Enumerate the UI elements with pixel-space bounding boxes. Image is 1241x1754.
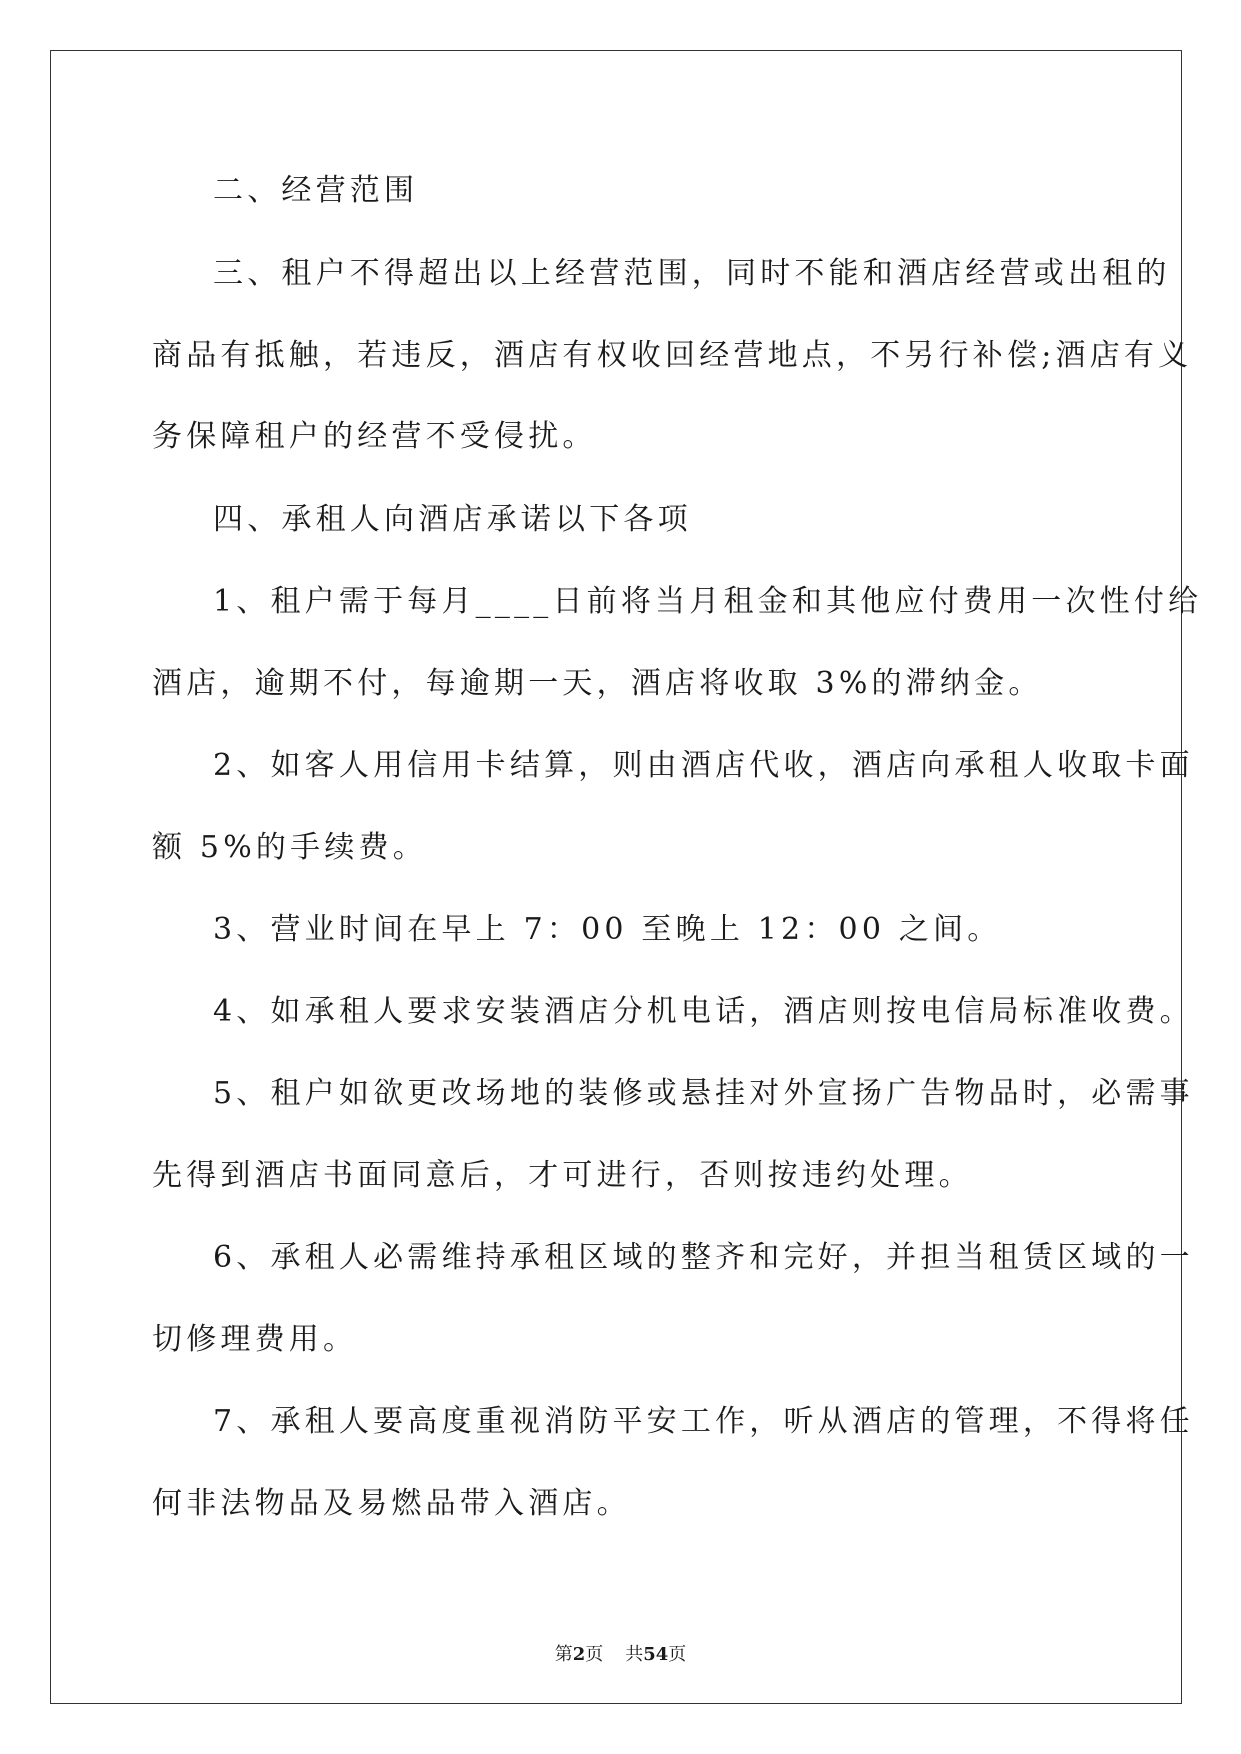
- paragraph-line: 先得到酒店书面同意后，才可进行，否则按违约处理。: [152, 1158, 973, 1193]
- total-suffix: 页: [668, 1644, 687, 1665]
- paragraph-line: 1、租户需于每月____日前将当月租金和其他应付费用一次性付给: [213, 584, 1203, 619]
- paragraph-line: 切修理费用。: [152, 1322, 358, 1357]
- paragraph-line: 务保障租户的经营不受侵扰。: [152, 419, 597, 454]
- paragraph-line: 5、租户如欲更改场地的装修或悬挂对外宣扬广告物品时，必需事: [213, 1076, 1194, 1111]
- page-footer: [0, 1643, 1241, 1667]
- paragraph-line: 三、租户不得超出以上经营范围，同时不能和酒店经营或出租的: [213, 256, 1171, 291]
- paragraph-line: 酒店，逾期不付，每逾期一天，酒店将收取 3%的滞纳金。: [152, 666, 1043, 701]
- page-prefix: 第: [554, 1644, 573, 1665]
- paragraph-line: 2、如客人用信用卡结算，则由酒店代收，酒店向承租人收取卡面: [213, 748, 1194, 783]
- section-heading-2: 二、经营范围: [213, 173, 419, 208]
- page-current: 2: [572, 1644, 586, 1665]
- paragraph-line: 商品有抵触，若违反，酒店有权收回经营地点，不另行补偿;酒店有义: [152, 338, 1193, 373]
- paragraph-line: 7、承租人要高度重视消防平安工作，听从酒店的管理，不得将任: [213, 1404, 1194, 1439]
- paragraph-line: 3、营业时间在早上 7：00 至晚上 12：00 之间。: [213, 912, 1002, 947]
- paragraph-line: 何非法物品及易燃品带入酒店。: [152, 1486, 631, 1521]
- paragraph-line: 额 5%的手续费。: [152, 830, 427, 865]
- paragraph-line: 6、承租人必需维持承租区域的整齐和完好，并担当租赁区域的一: [213, 1240, 1194, 1275]
- page-border: [50, 50, 1182, 1704]
- paragraph-line: 4、如承租人要求安装酒店分机电话，酒店则按电信局标准收费。: [213, 994, 1194, 1029]
- total-prefix: 共: [625, 1644, 644, 1665]
- section-heading-4: 四、承租人向酒店承诺以下各项: [213, 502, 692, 537]
- page-suffix: 页: [585, 1644, 604, 1665]
- page-total: 54: [643, 1644, 669, 1665]
